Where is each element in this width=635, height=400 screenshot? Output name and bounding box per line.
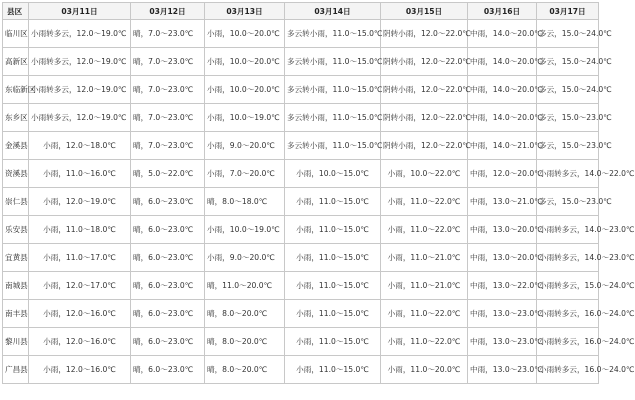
forecast-cell: 小雨，11.0～17.0℃ [29,244,131,272]
column-header-day-7: 03月17日 [537,3,599,20]
header-row [3,3,599,20]
forecast-cell: 小雨，11.0～18.0℃ [29,216,131,244]
forecast-cell: 阴转小雨，12.0～22.0℃ [381,132,468,160]
forecast-cell: 小雨，11.0～15.0℃ [285,188,381,216]
county-cell: 资溪县 [3,160,29,188]
forecast-cell: 中雨，14.0～20.0℃ [468,48,537,76]
forecast-cell: 中雨，13.0～23.0℃ [468,356,537,384]
forecast-cell: 小雨，9.0～20.0℃ [205,244,285,272]
forecast-cell: 小雨，7.0～20.0℃ [205,160,285,188]
forecast-cell: 晴，8.0～20.0℃ [205,300,285,328]
county-cell: 南丰县 [3,300,29,328]
forecast-cell: 小雨，11.0～15.0℃ [285,328,381,356]
forecast-cell: 晴，6.0～23.0℃ [131,300,205,328]
forecast-cell: 小雨转多云，16.0～24.0℃ [537,300,599,328]
forecast-cell: 多云，15.0～23.0℃ [537,188,599,216]
forecast-cell: 小雨，10.0～20.0℃ [205,76,285,104]
forecast-cell: 小雨转多云，12.0～19.0℃ [29,20,131,48]
forecast-cell: 小雨转多云，14.0～23.0℃ [537,216,599,244]
forecast-cell: 晴，6.0～23.0℃ [131,328,205,356]
forecast-cell: 晴，8.0～20.0℃ [205,356,285,384]
forecast-cell: 晴，6.0～23.0℃ [131,216,205,244]
forecast-cell: 小雨，11.0～15.0℃ [285,216,381,244]
forecast-cell: 中雨，13.0～20.0℃ [468,216,537,244]
forecast-cell: 中雨，14.0～20.0℃ [468,20,537,48]
county-cell: 东临新区 [3,76,29,104]
forecast-cell: 小雨，11.0～16.0℃ [29,160,131,188]
county-cell: 东乡区 [3,104,29,132]
forecast-cell: 小雨，12.0～18.0℃ [29,132,131,160]
forecast-cell: 多云转小雨，11.0～15.0℃ [285,48,381,76]
forecast-cell: 中雨，14.0～21.0℃ [468,132,537,160]
forecast-cell: 小雨，11.0～22.0℃ [381,300,468,328]
forecast-cell: 小雨转多云，15.0～24.0℃ [537,272,599,300]
forecast-cell: 晴，11.0～20.0℃ [205,272,285,300]
forecast-cell: 中雨，14.0～20.0℃ [468,104,537,132]
forecast-cell: 晴，6.0～23.0℃ [131,272,205,300]
county-cell: 黎川县 [3,328,29,356]
forecast-cell: 小雨，9.0～20.0℃ [205,132,285,160]
forecast-cell: 小雨转多云，16.0～24.0℃ [537,356,599,384]
forecast-cell: 小雨，12.0～16.0℃ [29,300,131,328]
column-header-day-6: 03月16日 [468,3,537,20]
forecast-cell: 小雨，10.0～15.0℃ [285,160,381,188]
forecast-cell: 小雨，10.0～19.0℃ [205,216,285,244]
column-header-day-3: 03月13日 [205,3,285,20]
forecast-cell: 小雨，12.0～19.0℃ [29,188,131,216]
forecast-cell: 晴，6.0～23.0℃ [131,244,205,272]
county-cell: 崇仁县 [3,188,29,216]
forecast-cell: 多云，15.0～24.0℃ [537,20,599,48]
forecast-cell: 晴，7.0～23.0℃ [131,20,205,48]
table-row [3,216,599,244]
table-row [3,104,599,132]
county-cell: 宜黄县 [3,244,29,272]
forecast-cell: 小雨转多云，12.0～19.0℃ [29,104,131,132]
forecast-cell: 小雨，11.0～22.0℃ [381,188,468,216]
county-cell: 临川区 [3,20,29,48]
forecast-cell: 小雨，11.0～15.0℃ [285,272,381,300]
forecast-cell: 小雨，10.0～19.0℃ [205,104,285,132]
forecast-cell: 多云，15.0～24.0℃ [537,48,599,76]
forecast-cell: 阴转小雨，12.0～22.0℃ [381,48,468,76]
forecast-cell: 阴转小雨，12.0～22.0℃ [381,76,468,104]
forecast-cell: 晴，7.0～23.0℃ [131,76,205,104]
table-row [3,160,599,188]
forecast-cell: 小雨转多云，12.0～19.0℃ [29,48,131,76]
forecast-cell: 小雨，11.0～22.0℃ [381,216,468,244]
forecast-cell: 晴，7.0～23.0℃ [131,132,205,160]
forecast-cell: 中雨，13.0～22.0℃ [468,272,537,300]
table-row [3,356,599,384]
forecast-cell: 小雨，11.0～15.0℃ [285,244,381,272]
county-cell: 金溪县 [3,132,29,160]
table-row [3,328,599,356]
county-cell: 广昌县 [3,356,29,384]
table-row [3,48,599,76]
forecast-cell: 小雨，11.0～20.0℃ [381,356,468,384]
forecast-cell: 小雨转多云，14.0～22.0℃ [537,160,599,188]
forecast-cell: 小雨，10.0～22.0℃ [381,160,468,188]
forecast-cell: 小雨，11.0～21.0℃ [381,244,468,272]
forecast-cell: 多云转小雨，11.0～15.0℃ [285,76,381,104]
forecast-cell: 小雨，12.0～17.0℃ [29,272,131,300]
forecast-cell: 多云转小雨，11.0～15.0℃ [285,20,381,48]
forecast-cell: 中雨，13.0～23.0℃ [468,300,537,328]
column-header-day-1: 03月11日 [29,3,131,20]
forecast-cell: 小雨，12.0～16.0℃ [29,356,131,384]
table-row [3,300,599,328]
table-header [3,3,599,20]
table-row [3,76,599,104]
forecast-cell: 小雨，11.0～22.0℃ [381,328,468,356]
forecast-cell: 晴，7.0～23.0℃ [131,48,205,76]
forecast-cell: 中雨，13.0～23.0℃ [468,328,537,356]
table-row [3,132,599,160]
forecast-cell: 阴转小雨，12.0～22.0℃ [381,104,468,132]
forecast-cell: 中雨，13.0～20.0℃ [468,244,537,272]
forecast-cell: 中雨，12.0～20.0℃ [468,160,537,188]
column-header-day-5: 03月15日 [381,3,468,20]
forecast-cell: 小雨，11.0～15.0℃ [285,300,381,328]
forecast-cell: 小雨，10.0～20.0℃ [205,48,285,76]
county-cell: 南城县 [3,272,29,300]
forecast-cell: 晴，5.0～22.0℃ [131,160,205,188]
forecast-cell: 小雨转多云，12.0～19.0℃ [29,76,131,104]
forecast-cell: 晴，8.0～18.0℃ [205,188,285,216]
table-row [3,272,599,300]
table-body [3,20,635,384]
forecast-cell: 小雨转多云，16.0～24.0℃ [537,328,599,356]
county-cell: 高新区 [3,48,29,76]
weather-forecast-table [2,2,635,384]
forecast-cell: 阴转小雨，12.0～22.0℃ [381,20,468,48]
forecast-cell: 多云，15.0～23.0℃ [537,104,599,132]
forecast-cell: 小雨，12.0～16.0℃ [29,328,131,356]
forecast-cell: 小雨，10.0～20.0℃ [205,20,285,48]
forecast-cell: 中雨，13.0～21.0℃ [468,188,537,216]
column-header-day-4: 03月14日 [285,3,381,20]
forecast-cell: 多云转小雨，11.0～15.0℃ [285,132,381,160]
forecast-cell: 晴，6.0～23.0℃ [131,356,205,384]
forecast-cell: 晴，6.0～23.0℃ [131,188,205,216]
forecast-cell: 多云，15.0～23.0℃ [537,132,599,160]
forecast-cell: 小雨，11.0～21.0℃ [381,272,468,300]
forecast-cell: 晴，8.0～20.0℃ [205,328,285,356]
forecast-cell: 中雨，14.0～20.0℃ [468,76,537,104]
column-header-county: 县区 [3,3,29,20]
forecast-cell: 小雨转多云，14.0～23.0℃ [537,244,599,272]
column-header-day-2: 03月12日 [131,3,205,20]
forecast-cell: 多云，15.0～24.0℃ [537,76,599,104]
table-row [3,20,599,48]
table-row [3,188,599,216]
county-cell: 乐安县 [3,216,29,244]
forecast-cell: 小雨，11.0～15.0℃ [285,356,381,384]
table-row [3,244,599,272]
forecast-cell: 晴，7.0～23.0℃ [131,104,205,132]
forecast-cell: 多云转小雨，11.0～15.0℃ [285,104,381,132]
